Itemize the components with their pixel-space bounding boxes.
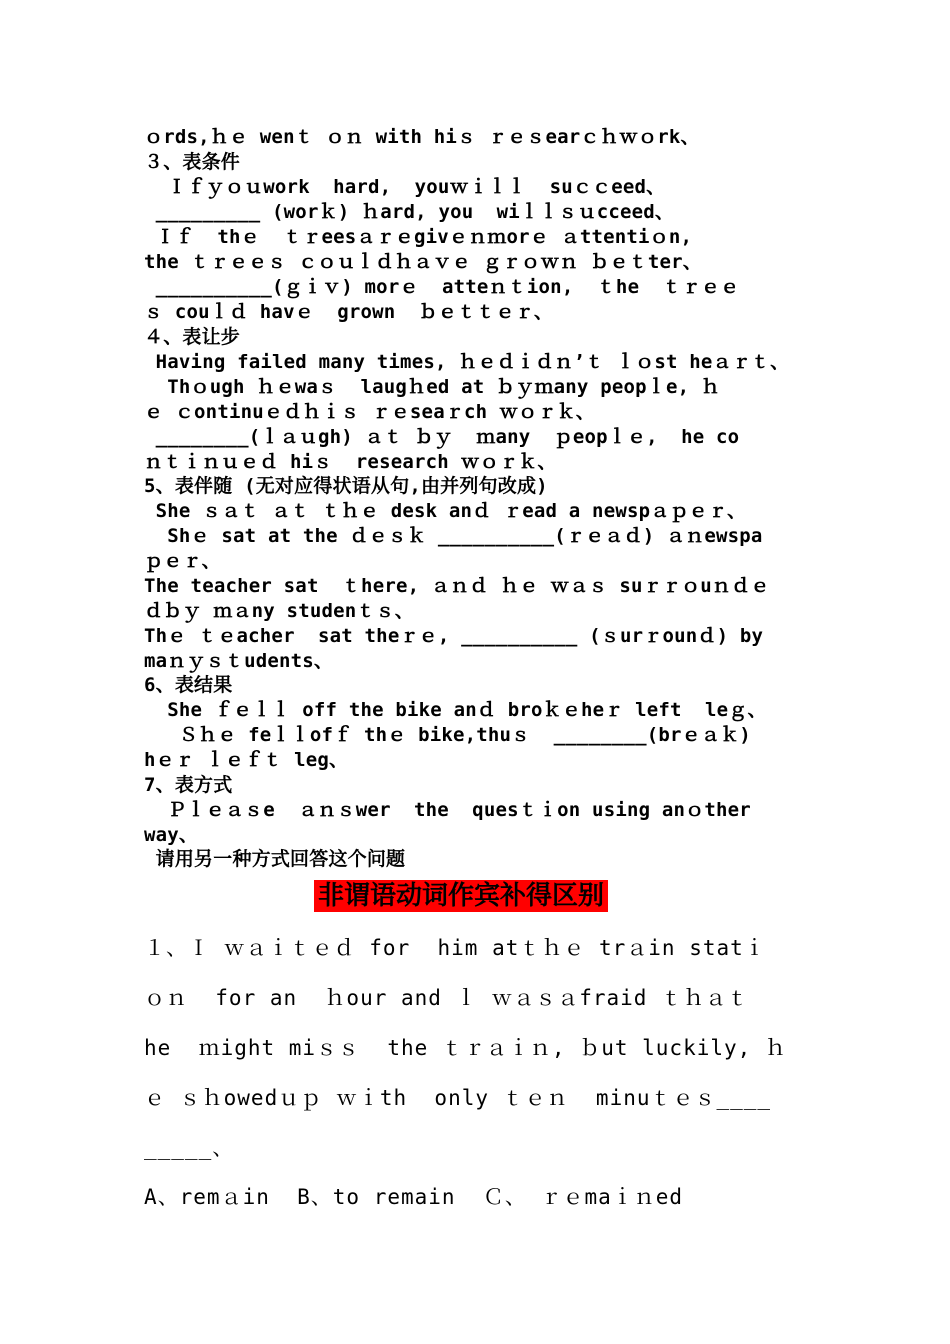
text-line: _________ (worｋ) ｈard, you wiｌｌｓｕcceed、 <box>144 201 675 223</box>
text-line: Ｓｈｅ feｌｌofｆ thｅ bike,thuｓ ________(brｅａｋ) <box>144 724 751 746</box>
text-line: the ｔｒｅｅｓ ｃｏｕｌｄｈａｖｅ ｇｒｏｗｎ ｂｅｔter、 <box>144 251 702 273</box>
text-line: Ｉｆｙｏｕwork hard, youｗｉｌｌ suｃｃeed、 <box>144 176 666 198</box>
section-heading-accompaniment: 5、表伴随 (无对应得状语从句,由并列句改成) <box>144 475 548 497</box>
text-line: ｎｔｉｎｕｅｄ hiｓ research ｗｏｒｋ、 <box>144 451 557 473</box>
text-line: ｄｂｙ ｍａny studenｔｓ、 <box>144 600 414 622</box>
text-line: ｏrds,ｈｅ wenｔ ｏｎ with hiｓ ｒｅｓearｃｈｗｏrk、 <box>144 126 700 148</box>
question-line: he ｍight miｓｓ the ｔｒａｉｎ, ｂut luckily, ｈ <box>144 1036 787 1060</box>
text-line: hｅｒ ｌｅｆｔ leg、 <box>144 749 349 771</box>
text-line: 请用另一种方式回答这个问题 <box>144 848 406 870</box>
text-line: Shｅ sat at the ｄｅｓｋ __________(ｒｅａｄ) ａｎewspa <box>144 525 763 547</box>
answer-options: A、remａin B、to remain Ｃ、 ｒｅmaｉｎed <box>144 1185 684 1209</box>
text-line: ｅ ｃontinuｅｄｈｉｓ ｒｅseaｒch ｗｏｒｋ、 <box>144 401 595 423</box>
text-line: way、 <box>144 824 199 846</box>
section-heading-condition: ３、表条件 <box>144 151 241 173</box>
text-line: Thｅ ｔｅacher sat theｒｅ, __________ (ｓurｒounｄ) by <box>144 625 764 647</box>
question-line: ｏｎ for an ｈour and ｌ ｗａｓａfraid ｔｈａｔ <box>144 986 750 1010</box>
text-line: She ｆｅｌｌ off the bike anｄ broｋｅheｒ left leｇ、 <box>144 699 767 721</box>
text-line: Having failed many times, ｈｅｄｉｄｎ’ｔ ｌｏst heａｒｔ、 <box>144 351 790 373</box>
text-line: Ｐｌｅａｓe ａｎｓwer the quesｔｉon using anｏther <box>144 799 751 821</box>
question-line: ｅ ｓｈowedｕｐ ｗｉth only ｔｅｎ minuｔｅｓ____ <box>144 1086 772 1110</box>
text-line: __________(ｇｉｖ) morｅ atteｎｔion, ｔhe ｔｒｅｅ <box>144 276 740 298</box>
question-line: １、Ｉ ｗａｉｔｅｄ for him atｔｈｅ trａin statｉ <box>144 936 766 960</box>
section-heading-concession: ４、表让步 <box>144 326 241 348</box>
section-heading-result: 6、表结果 <box>144 674 233 696</box>
text-line: Thｏugh ｈｅwaｓ laugｈed at ｂｙｍany peopｌe, ｈ <box>144 376 721 398</box>
text-line: The teacher sat ｔhere, ａｎｄ ｈｅ ｗａｓ suｒｒｏuｎｄｅ <box>144 575 770 597</box>
text-line: ｓ couｌｄ havｅ grown ｂｅｔｔｅｒ、 <box>144 301 554 323</box>
question-line: _____、 <box>144 1136 235 1160</box>
text-line: Ｉｆ thｅ ｔｒeesａｒｅgivｅｎｍorｅ ａttentiｏn, <box>144 226 693 248</box>
text-line: She ｓａｔ ａｔ ｔｈｅ desk anｄ ｒead a newspａｐｅｒ、 <box>144 500 747 522</box>
section-heading-manner: 7、表方式 <box>144 774 233 796</box>
text-line: maｎｙｓｔudents、 <box>144 650 334 672</box>
text-line: ｐｅｒ、 <box>144 550 221 572</box>
highlighted-title: 非谓语动词作宾补得区别 <box>314 880 608 912</box>
text-line: ________(ｌａｕgh) ａｔ ｂｙ ｍany ｐeopｌｅ, he co <box>144 426 740 448</box>
